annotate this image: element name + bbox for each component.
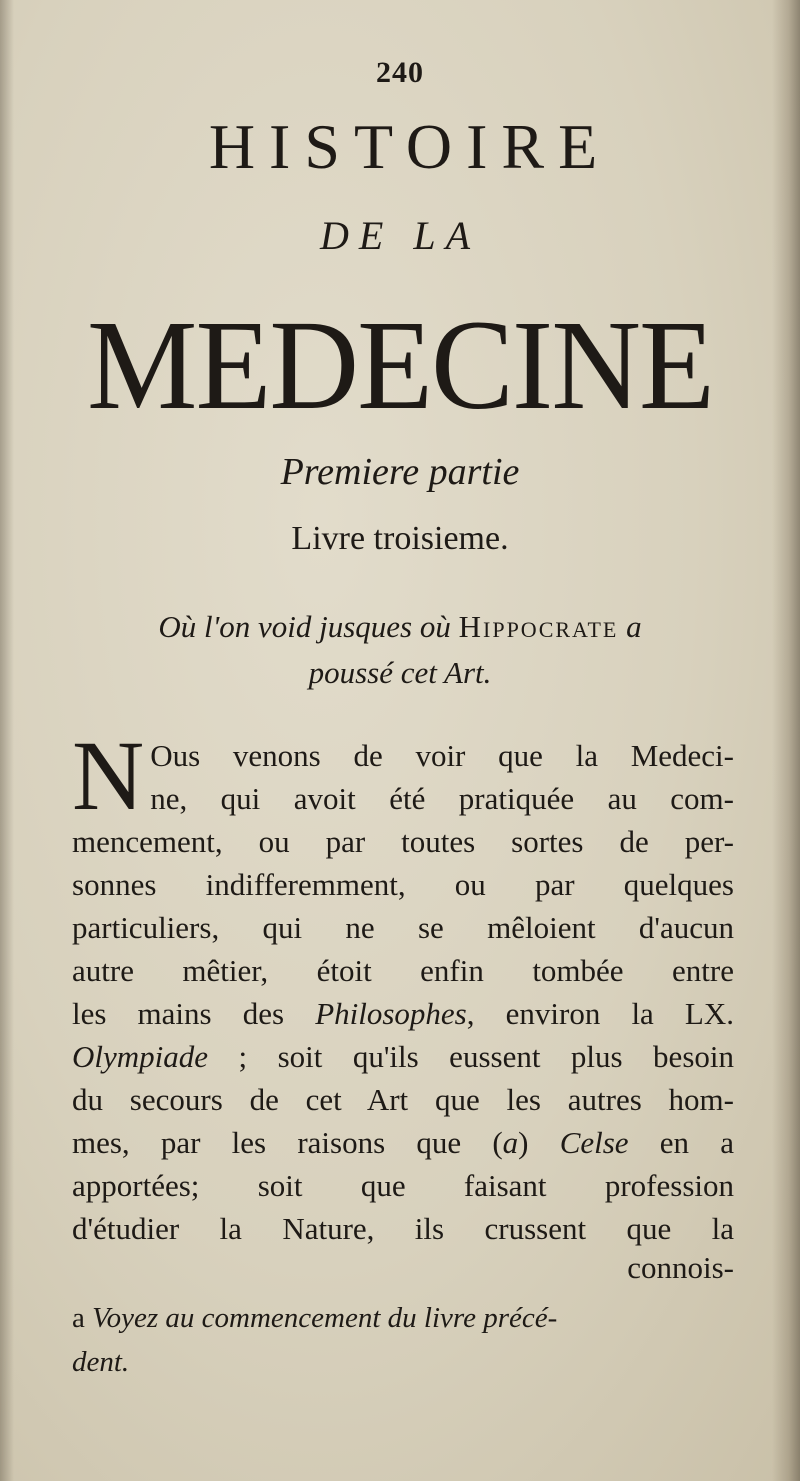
title-histoire: HISTOIRE (208, 111, 612, 182)
summary-tail: a (626, 609, 642, 644)
line7-rest: , environ la LX. (466, 996, 735, 1031)
body-paragraph (72, 720, 735, 1250)
summary-lead: Où l'on void jusques où (158, 609, 451, 644)
summary-line2: poussé cet Art. (308, 655, 492, 690)
catchword: connois- (627, 1250, 734, 1285)
body-line: d'étudier la Nature, ils crussent que la (72, 1211, 734, 1246)
line10-celse: Celse (559, 1125, 629, 1160)
line8-olympiade: Olympiade (72, 1039, 209, 1074)
body-line: apportées; soit que faisant profession (72, 1168, 734, 1203)
body-line: sonnes indifferemment, ou par quelques (72, 867, 734, 902)
body-line: autre mêtier, étoit enfin tombée entre (72, 953, 734, 988)
line8-rest: ; soit qu'ils eussent plus besoin (238, 1039, 734, 1074)
body-line: du secours de cet Art que les autres hom- (72, 1082, 734, 1117)
drop-cap: N (72, 720, 145, 831)
footnote-text: Voyez au commencement du livre précé- (92, 1302, 558, 1334)
line10-rest: en a (659, 1125, 735, 1160)
body-line: ne, qui avoit été pratiquée au com- (150, 781, 734, 816)
body-line (72, 1035, 734, 1078)
footnote (72, 1296, 762, 1384)
line10-text: mes, par les raisons que ( (72, 1125, 503, 1160)
body-line (72, 992, 734, 1035)
footnote-marker: a (72, 1302, 85, 1334)
body-line (72, 1121, 734, 1164)
footnote-text-cont: dent. (72, 1346, 130, 1378)
line7-philosophes: Philosophes (315, 996, 467, 1031)
footnote-ref: a (502, 1125, 519, 1160)
line7-text: les mains des (72, 996, 285, 1031)
book-heading: Livre troisieme. (291, 520, 509, 557)
line10-paren: ) (518, 1125, 529, 1160)
body-line: particuliers, qui ne se mêloient d'aucun (72, 910, 734, 945)
body-line: mencement, ou par toutes sortes de per- (72, 824, 734, 859)
body-line: Ous venons de voir que la Medeci- (150, 738, 734, 773)
title-de-la: DE LA (320, 213, 480, 258)
summary-name: Hippocrate (458, 609, 619, 644)
page-number: 240 (376, 56, 424, 89)
chapter-summary (70, 604, 730, 696)
part-heading: Premiere partie (280, 451, 520, 493)
title-medecine: MEDECINE (87, 294, 713, 436)
